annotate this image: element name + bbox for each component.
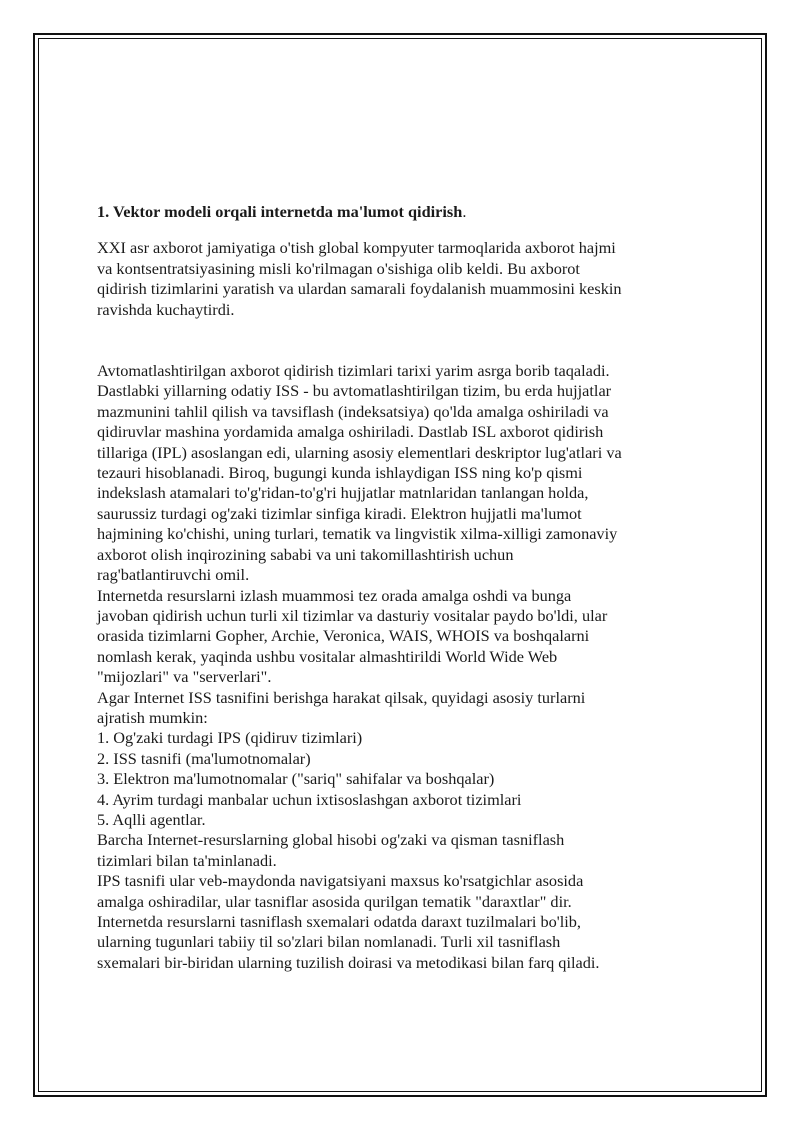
body-line: "mijozlari" va "serverlari". [97, 667, 272, 687]
body-line: qidiruvlar mashina yordamida amalga oshiriladi. Dastlab ISL axborot qidirish [97, 422, 604, 442]
body-line: ajratish mumkin: [97, 707, 208, 727]
body-line: nomlash kerak, yaqinda ushbu vositalar almashtirildi World Wide Web [97, 646, 558, 666]
body-line: 3. Elektron ma'lumotnomalar ("sariq" sahifalar va boshqalar) [97, 769, 495, 789]
body-line: ularning tugunlari tabiiy til so'zlari bilan nomlanadi. Turli xil tasniflash [97, 932, 561, 952]
section-heading-text: 1. Vektor modeli orqali internetda ma'lumot qidirish [97, 202, 463, 221]
body-line: Avtomatlashtirilgan axborot qidirish tizimlari tarixi yarim asrga borib taqaladi. [97, 361, 610, 381]
body-line: 5. Aqlli agentlar. [97, 809, 206, 829]
body-line: hajmining ko'chishi, uning turlari, tematik va lingvistik xilma-xilligi zamonaviy [97, 524, 618, 544]
section-heading [97, 202, 717, 222]
document-content [97, 202, 717, 973]
body-line: indekslash atamalari to'g'ridan-to'g'ri hujjatlar matnlaridan tanlangan holda, [97, 483, 589, 503]
body-line: tezauri hisoblanadi. Biroq, bugungi kunda ishlaydigan ISS ning ko'p qismi [97, 463, 583, 483]
body-line: sxemalari bir-biridan ularning tuzilish doirasi va metodikasi bilan farq qiladi. [97, 952, 600, 972]
body-line: axborot olish inqirozining sababi va uni takomillashtirish uchun [97, 544, 514, 564]
paragraph-gap [97, 320, 717, 361]
body-line: rag'batlantiruvchi omil. [97, 565, 250, 585]
body-line: tizimlari bilan ta'minlanadi. [97, 850, 277, 870]
section-heading-period: . [462, 202, 467, 221]
body-line: tillariga (IPL) asoslangan edi, ularning asosiy elementlari deskriptor lug'atlari va [97, 442, 622, 462]
body-line: saurussiz turdagi og'zaki tizimlar sinfiga kiradi. Elektron hujjatli ma'lumot [97, 503, 582, 523]
body-line: Barcha Internet-resurslarning global hisobi og'zaki va qisman tasniflash [97, 830, 565, 850]
body-line: 1. Og'zaki turdagi IPS (qidiruv tizimlari) [97, 728, 363, 748]
body-line: IPS tasnifi ular veb-maydonda navigatsiyani maxsus ko'rsatgichlar asosida [97, 871, 584, 891]
body-line: amalga oshiradilar, ular tasniflar asosida qurilgan tematik "daraxtlar" dir. [97, 891, 572, 911]
body-line: 2. ISS tasnifi (ma'lumotnomalar) [97, 748, 311, 768]
body-line: 4. Ayrim turdagi manbalar uchun ixtisoslashgan axborot tizimlari [97, 789, 522, 809]
body-line: orasida tizimlarni Gopher, Archie, Veronica, WAIS, WHOIS va boshqalarni [97, 626, 590, 646]
body-line: Agar Internet ISS tasnifini berishga harakat qilsak, quyidagi asosiy turlarni [97, 687, 586, 707]
body-line: Internetda resurslarni izlash muammosi tez orada amalga oshdi va bunga [97, 585, 572, 605]
body-line: mazmunini tahlil qilish va tavsiflash (indeksatsiya) qo'lda amalga oshiriladi va [97, 401, 609, 421]
body-line: Internetda resurslarni tasniflash sxemalari odatda daraxt tuzilmalari bo'lib, [97, 912, 581, 931]
body-text [97, 361, 717, 973]
intro-paragraph: XXI asr axborot jamiyatiga o'tish global kompyuter tarmoqlarida axborot hajmi va kontsentratsiyasining misli ko'rilmagan o'sishiga olib keldi. Bu axborot qidirish tizimlarini yaratish va ulardan samarali foydalanish muammosini keskin ravishda kuchaytirdi. [97, 238, 622, 319]
body-line: javoban qidirish uchun turli xil tizimlar va dasturiy vositalar paydo bo'ldi, ular [97, 605, 608, 625]
body-line: Dastlabki yillarning odatiy ISS - bu avtomatlashtirilgan tizim, bu erda hujjatlar [97, 381, 612, 401]
